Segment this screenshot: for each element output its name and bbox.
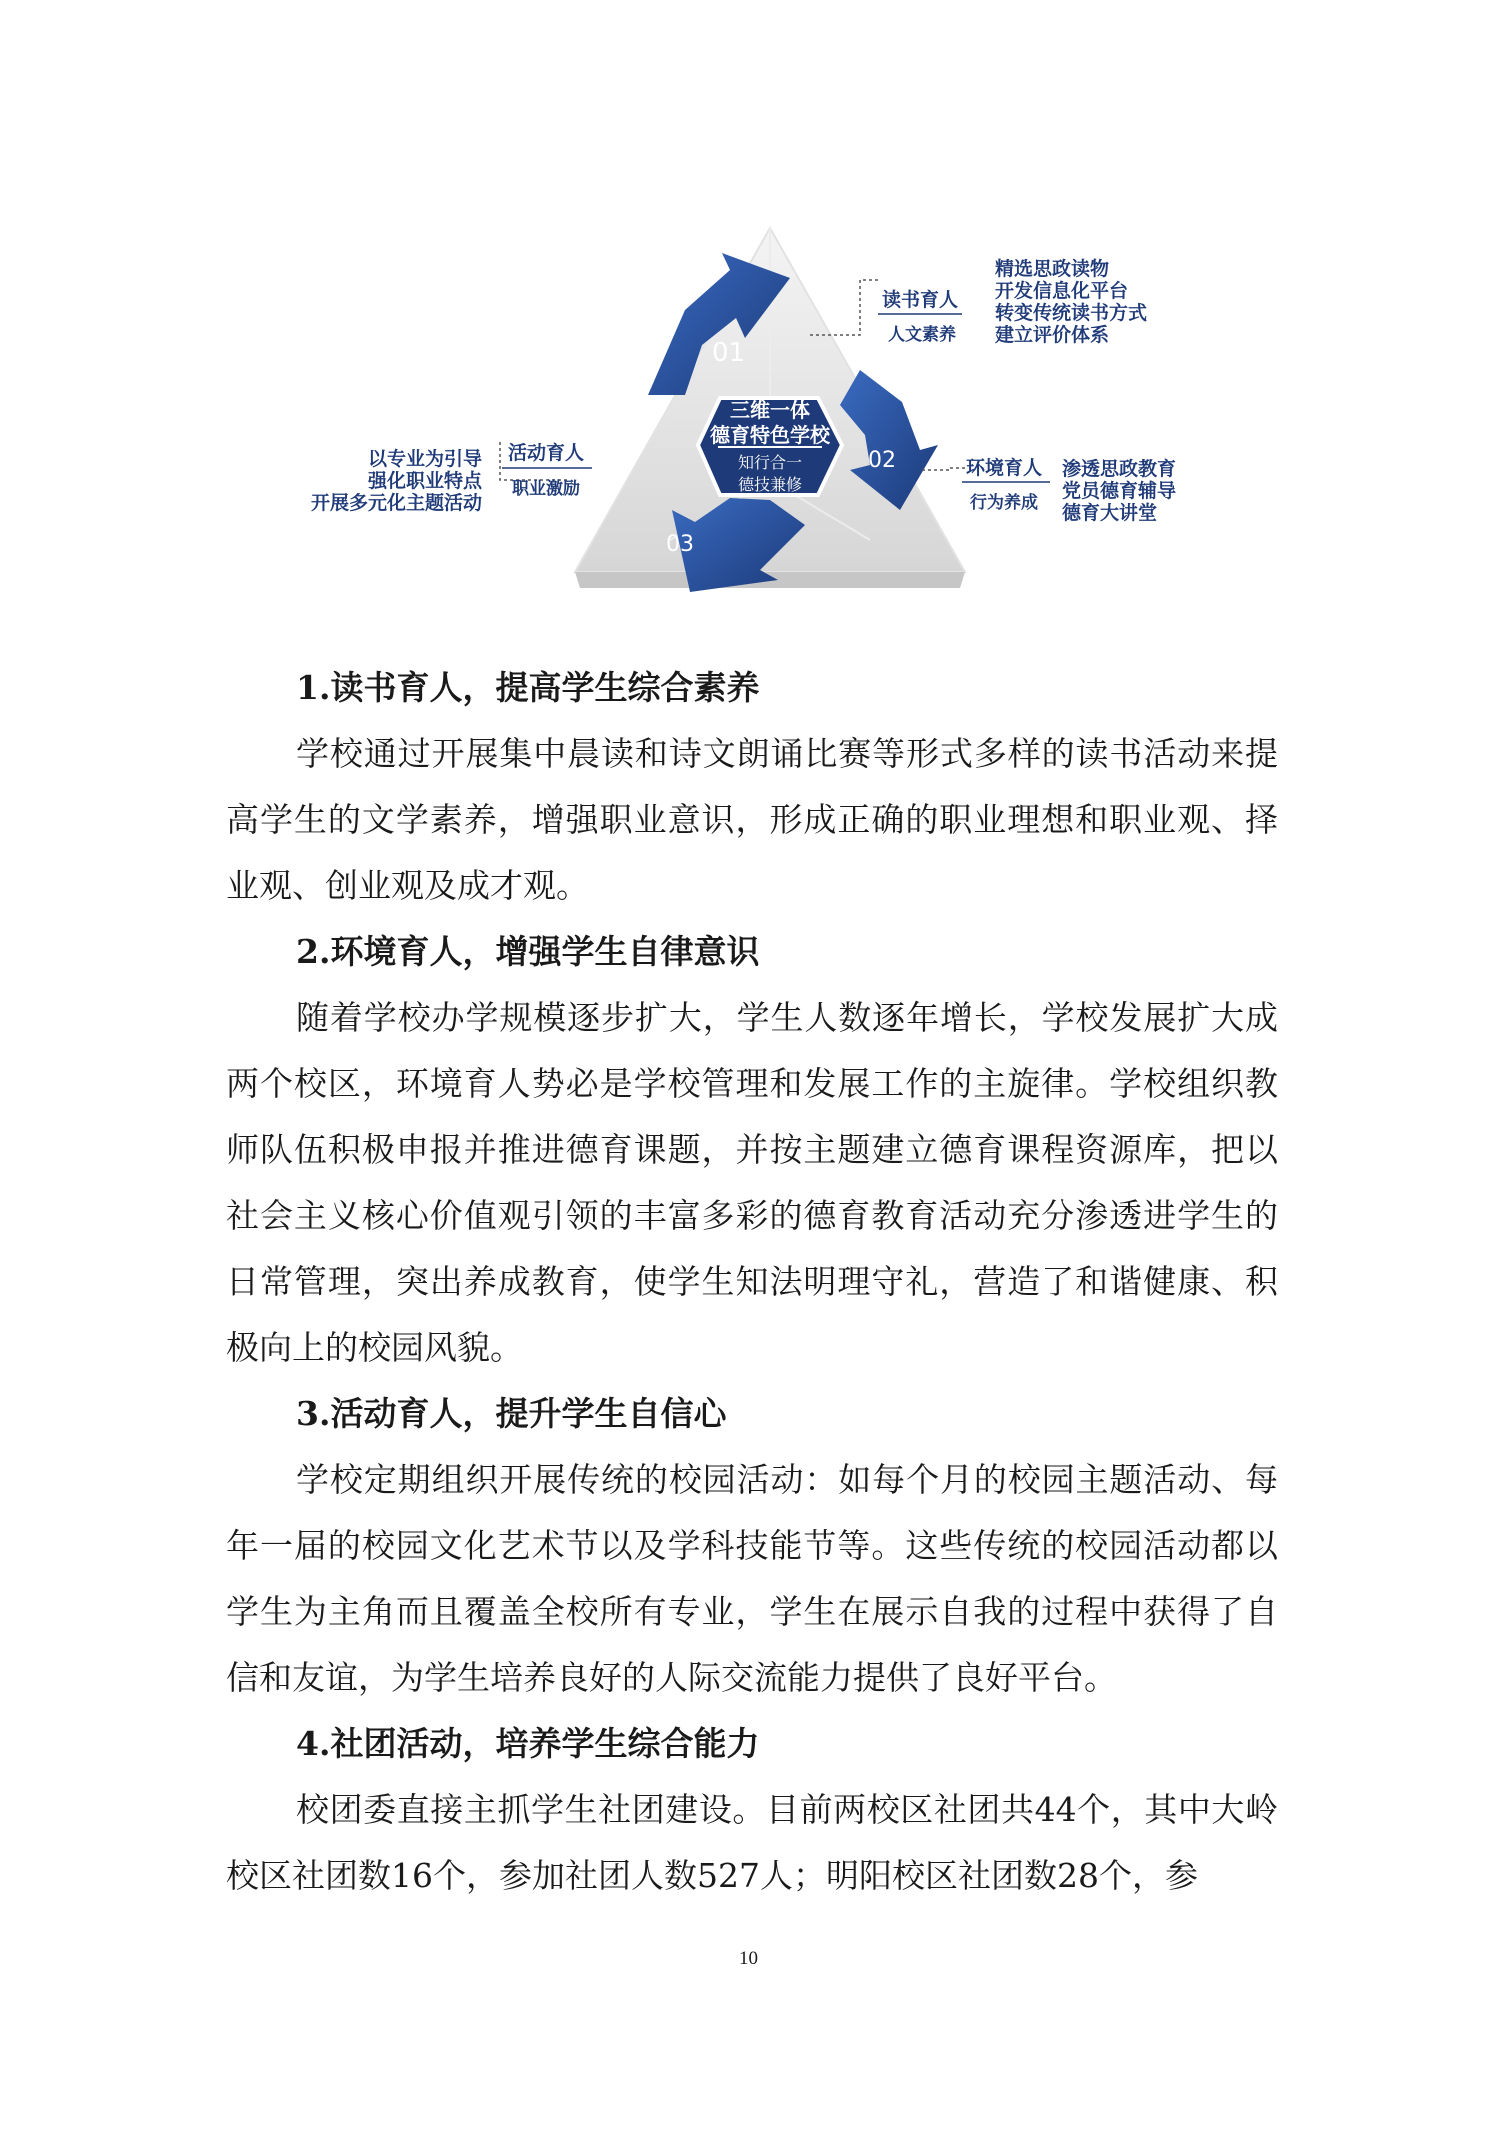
section-reading [226,655,1278,919]
branch-act-item: 开展多元化主题活动 [310,492,482,514]
center-motto-line-2: 德技兼修 [737,475,802,494]
section-heading: 4.社团活动，培养学生综合能力 [296,1724,760,1763]
section-heading: 1.读书育人，提高学生综合素养 [296,668,760,707]
branch-env-subtitle: 行为养成 [970,493,1038,513]
branch-act-items [290,448,482,514]
branch-read-item: 建立评价体系 [995,324,1110,346]
step-01-label: 01 [712,338,746,368]
branch-env-item: 党员德育辅导 [1062,480,1177,502]
branch-act-title: 活动育人 [508,442,585,464]
moral-education-diagram [290,220,1190,620]
section-paragraph: 学校定期组织开展传统的校园活动：如每个月的校园主题活动、每年一届的校园文化艺术节以及学科技能节等。这些传统的校园活动都以学生为主角而且覆盖全校所有专业，学生在展示自我的过程中获得了自信和友谊，为学生培养良好的人际交流能力提供了良好平台。 [226,1460,1278,1697]
step-03-label: 03 [666,532,694,557]
section-heading: 3.活动育人，提升学生自信心 [296,1394,727,1433]
section-paragraph: 校团委直接主抓学生社团建设。目前两校区社团共44个，其中大岭校区社团数16个，参加社团人数527人；明阳校区社团数28个，参 [226,1790,1278,1895]
connector-env [922,468,965,470]
branch-env-items [1062,458,1176,524]
branch-read-item: 转变传统读书方式 [995,302,1148,324]
section-paragraph: 学校通过开展集中晨读和诗文朗诵比赛等形式多样的读书活动来提高学生的文学素养，增强职业意识，形成正确的职业理想和职业观、择业观、创业观及成才观。 [226,734,1278,905]
branch-read-items [995,258,1147,346]
section-clubs [226,1711,1278,1909]
center-title-line-1: 三维一体 [730,398,810,422]
branch-read-item: 精选思政读物 [995,258,1110,280]
section-heading: 2.环境育人，增强学生自律意识 [296,932,760,971]
branch-act-item: 强化职业特点 [367,470,482,492]
branch-read-title: 读书育人 [882,289,959,311]
section-paragraph: 随着学校办学规模逐步扩大，学生人数逐年增长，学校发展扩大成两个校区，环境育人势必是学校管理和发展工作的主旋律。学校组织教师队伍积极申报并推进德育课题，并按主题建立德育课程资源库，把以社会主义核心价值观引领的丰富多彩的德育教育活动充分渗透进学生的日常管理，突出养成教育，使学生知法明理守礼，营造了和谐健康、积极向上的校园风貌。 [226,998,1278,1367]
branch-read-subtitle: 人文素养 [888,325,956,345]
branch-env-title: 环境育人 [966,457,1043,479]
branch-env-item: 渗透思政教育 [1062,458,1177,480]
center-title [700,398,840,448]
center-title-line-2: 德育特色学校 [710,423,830,447]
section-environment [226,919,1278,1381]
center-motto [700,452,840,496]
section-activities [226,1381,1278,1711]
branch-act-item: 以专业为引导 [367,448,482,470]
document-body [226,655,1278,1909]
branch-env-item: 德育大讲堂 [1062,502,1158,524]
page-number: 10 [739,1948,758,1969]
center-motto-line-1: 知行合一 [737,453,802,472]
branch-read-item: 开发信息化平台 [995,280,1129,302]
branch-act-subtitle: 职业激励 [512,479,580,499]
step-02-label: 02 [868,448,896,473]
